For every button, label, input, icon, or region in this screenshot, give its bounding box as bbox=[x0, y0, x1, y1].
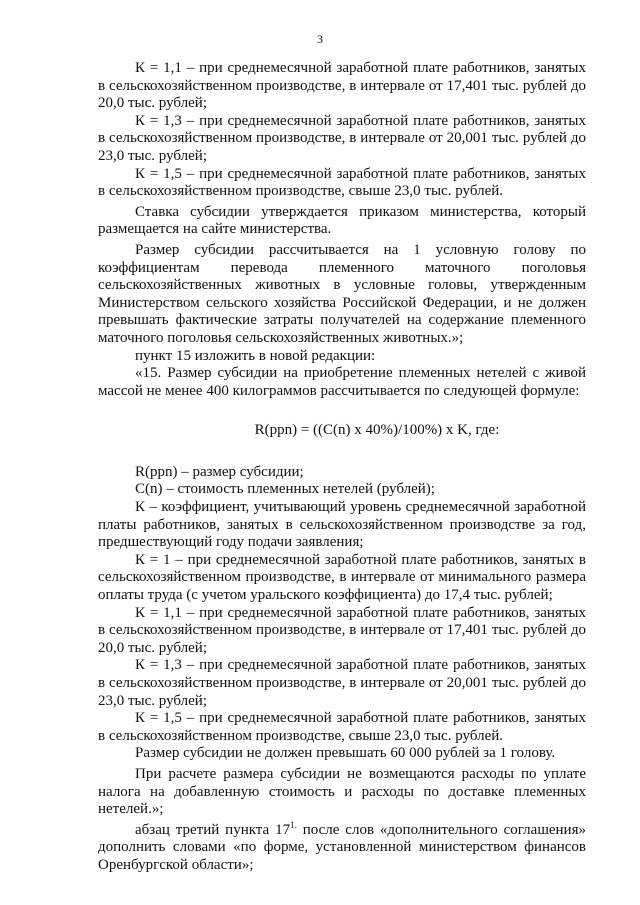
subsidy-formula: R(ppn) = ((C(n) x 40%)/100%) x K, где: bbox=[254, 422, 500, 439]
paragraph-clause-15: «15. Размер субсидии на приобретение племенных нетелей с живой массой не менее 400 килограммов рассчитывается по следующей формуле: bbox=[98, 365, 586, 399]
paragraph-max-subsidy: Размер субсидии не должен превышать 60 000 рублей за 1 голову. bbox=[135, 745, 556, 762]
paragraph-subsidy-calculation: Размер субсидии рассчитывается на 1 условную голову по коэффициентам перевода племенного маточного поголовья сельскохозяйственных животных в условные головы, утвержденным Министерством сельского хозяйства Российской Федерации, и не должен превышать фактические затраты получателей на содержание племенного маточного поголовья сельскохозяйственных животных.»; bbox=[98, 241, 586, 346]
paragraph-k-1-5: К = 1,5 – при среднемесячной заработной плате работников, занятых в сельскохозяйственном производстве, свыше 23,0 тыс. рублей. bbox=[98, 165, 586, 200]
paragraph-k-1-1: К = 1,1 – при среднемесячной заработной плате работников, занятых в сельскохозяйственном производстве, в интервале от 17,401 тыс. рублей до 20,0 тыс. рублей; bbox=[98, 60, 586, 112]
paragraph-k-1-5-second: К = 1,5 – при среднемесячной заработной плате работников, занятых в сельскохозяйственном производстве, свыше 23,0 тыс. рублей. bbox=[98, 710, 586, 744]
paragraph-c-definition: C(n) – стоимость племенных нетелей (рублей); bbox=[135, 481, 435, 498]
paragraph-clause-17-amendment bbox=[98, 819, 586, 875]
clause-17-text-end: после слов «дополнительного соглашения» дополнить словами «по форме, установленной министерством финансов Оренбургской области»; bbox=[98, 821, 586, 873]
page-number: 3 bbox=[317, 32, 323, 46]
paragraph-k-definition: К – коэффициент, учитывающий уровень среднемесячной заработной платы работников, занятых в сельскохозяйственном производстве за год, предшествующий году подачи заявления; bbox=[98, 499, 586, 551]
paragraph-r-definition: R(ppn) – размер субсидии; bbox=[135, 463, 304, 480]
document-body bbox=[98, 60, 586, 875]
paragraph-k-1-3: К = 1,3 – при среднемесячной заработной плате работников, занятых в сельскохозяйственном производстве, в интервале от 20,001 тыс. рублей до 23,0 тыс. рублей; bbox=[98, 112, 586, 164]
paragraph-k-1-1-second: К = 1,1 – при среднемесячной заработной плате работников, занятых в сельскохозяйственном производстве, в интервале от 17,401 тыс. рублей до 20,0 тыс. рублей; bbox=[98, 604, 586, 656]
paragraph-subsidy-rate: Ставка субсидии утверждается приказом министерства, который размещается на сайте министерства. bbox=[98, 203, 586, 238]
paragraph-clause-15-intro: пункт 15 изложить в новой редакции: bbox=[135, 347, 376, 364]
clause-17-text-start: абзац третий пункта 17 bbox=[135, 821, 291, 838]
paragraph-vat-exclusion: При расчете размера субсидии не возмещаются расходы по уплате налога на добавленную стоимость и расходы по доставке племенных нетелей.»; bbox=[98, 765, 586, 818]
paragraph-k-1-3-second: К = 1,3 – при среднемесячной заработной плате работников, занятых в сельскохозяйственном производстве, в интервале от 20,001 тыс. рублей до 23,0 тыс. рублей; bbox=[98, 657, 586, 709]
clause-17-superscript: 1. bbox=[290, 819, 297, 830]
paragraph-k-1: К = 1 – при среднемесячной заработной плате работников, занятых в сельскохозяйственном производстве, в интервале от минимального размера оплаты труда (с учетом уральского коэффициента) до 17,4 тыс. рублей; bbox=[98, 551, 586, 604]
